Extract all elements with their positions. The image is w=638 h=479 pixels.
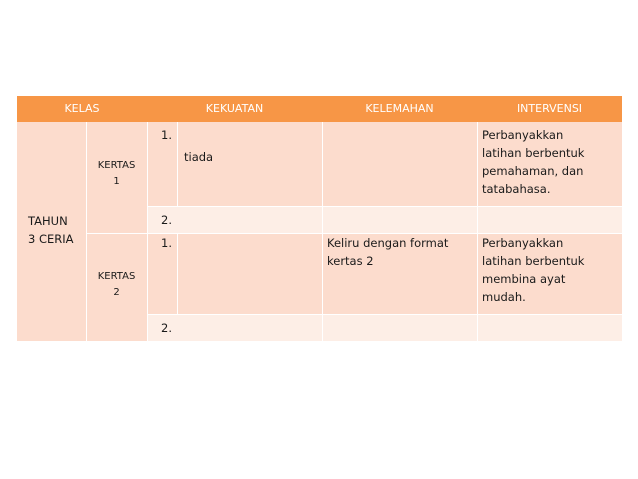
grid-line bbox=[86, 122, 87, 341]
table-header-row bbox=[17, 96, 622, 122]
kertas-2-intervensi: Perbanyakkan latihan berbentuk membina ayat mudah. bbox=[477, 233, 622, 314]
header-kelas: KELAS bbox=[64, 102, 100, 115]
grid-line bbox=[177, 122, 178, 206]
grid-line bbox=[147, 314, 622, 315]
header-intervensi: INTERVENSI bbox=[516, 102, 583, 115]
grid-line bbox=[147, 122, 148, 341]
grid-line bbox=[322, 122, 323, 341]
grid-line bbox=[177, 233, 178, 314]
kertas-1-intervensi: Perbanyakkan latihan berbentuk pemahaman, dan tatabahasa. bbox=[477, 122, 622, 206]
kertas-1-row-2-number: 2. bbox=[147, 206, 622, 233]
kertas-1-label: KERTAS 1 bbox=[86, 122, 147, 233]
kertas-1-kelemahan bbox=[322, 122, 477, 206]
grid-line bbox=[477, 122, 478, 341]
kertas-2-row-1-number: 1. bbox=[147, 233, 177, 314]
kertas-2-kekuatan bbox=[177, 233, 322, 314]
kertas-1-row-1-number: 1. bbox=[147, 122, 177, 206]
kertas-2-label: KERTAS 2 bbox=[86, 233, 147, 341]
kertas-2-row-2-number: 2. bbox=[147, 314, 622, 341]
header-kekuatan: KEKUATAN bbox=[205, 102, 264, 115]
kertas-1-kekuatan: tiada bbox=[177, 122, 322, 206]
kertas-2-kelemahan: Keliru dengan format kertas 2 bbox=[322, 233, 477, 314]
header-kelemahan: KELEMAHAN bbox=[365, 102, 434, 115]
kelas-cell: TAHUN 3 CERIA bbox=[17, 122, 86, 341]
grid-line bbox=[86, 233, 622, 234]
grid-line bbox=[147, 206, 622, 207]
